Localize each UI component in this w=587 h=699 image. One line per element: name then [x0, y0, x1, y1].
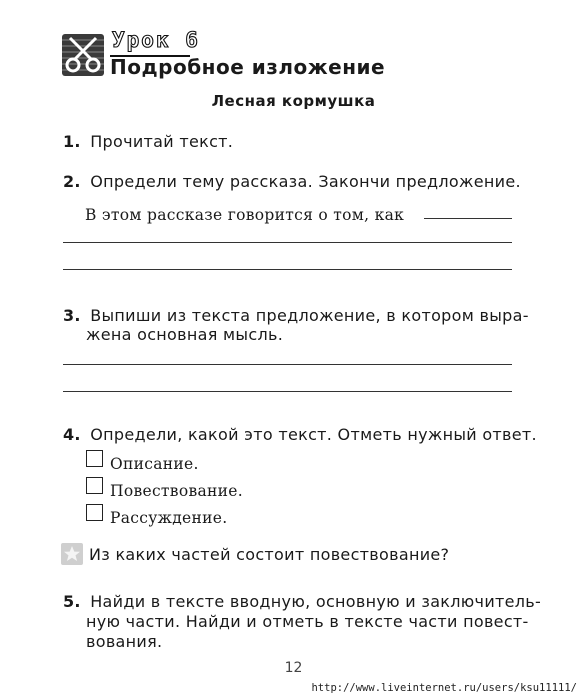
answer-line[interactable] — [63, 364, 512, 365]
watermark-url: http://www.liveinternet.ru/users/ksu11111/ — [311, 682, 577, 694]
task-4 — [63, 424, 537, 446]
option-checkbox-narration[interactable] — [86, 477, 103, 494]
answer-line[interactable] — [63, 391, 512, 392]
answer-line[interactable] — [63, 269, 512, 270]
option-label: Описание. — [110, 455, 199, 473]
task-2 — [63, 171, 521, 193]
answer-line[interactable] — [424, 218, 512, 219]
task-text-line: Найди в тексте вводную, основную и заключитель- — [90, 592, 542, 611]
task-text: Определи тему рассказа. Закончи предложение. — [90, 172, 521, 191]
task-text-line: жена основная мысль. — [86, 325, 284, 344]
option-checkbox-reasoning[interactable] — [86, 504, 103, 521]
task-text-line: Выпиши из текста предложение, в котором выра- — [90, 306, 529, 325]
star-icon — [61, 543, 83, 565]
task-text-line: вования. — [86, 632, 163, 651]
option-label: Рассуждение. — [110, 509, 228, 527]
option-checkbox-description[interactable] — [86, 450, 103, 467]
lesson-label: Урок 6 — [112, 28, 200, 52]
task-number: 5. — [63, 592, 81, 611]
task-5 — [63, 591, 541, 613]
task-number: 1. — [63, 132, 81, 151]
task-1 — [63, 131, 233, 153]
scissors-icon — [62, 34, 104, 76]
task-number: 2. — [63, 172, 81, 191]
task-number: 3. — [63, 306, 81, 325]
lesson-title: Подробное изложение — [110, 55, 386, 79]
answer-prompt: В этом рассказе говорится о том, как — [85, 206, 405, 224]
task-text: Прочитай текст. — [90, 132, 234, 151]
page-number: 12 — [284, 660, 303, 676]
answer-line[interactable] — [63, 242, 512, 243]
text-title: Лесная кормушка — [211, 92, 376, 110]
task-number: 4. — [63, 425, 81, 444]
task-text: Определи, какой это текст. Отметь нужный ответ. — [90, 425, 537, 444]
task-text-line: ную части. Найди и отметь в тексте части повест- — [86, 612, 529, 631]
option-label: Повествование. — [110, 482, 243, 500]
question-text: Из каких частей состоит повествование? — [89, 545, 450, 564]
